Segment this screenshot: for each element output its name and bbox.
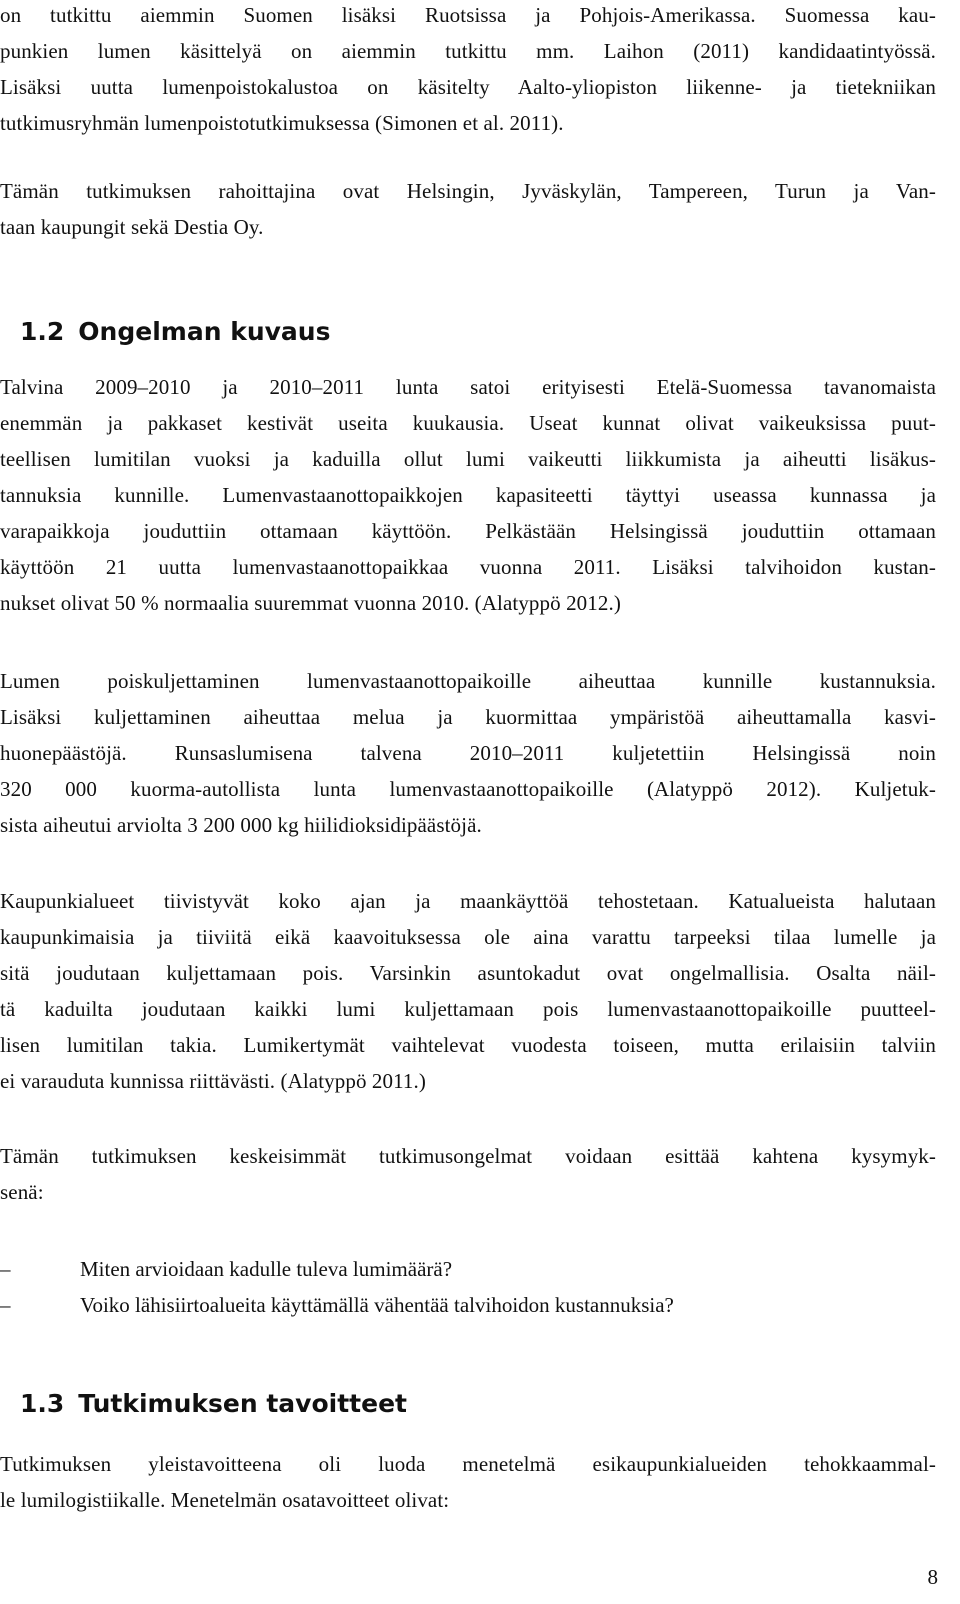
list-item [0, 1287, 674, 1323]
text-line: Lisäksi uutta lumenpoistokalustoa on käsitelty Aalto-yliopiston liikenne- ja tietekniikan [0, 75, 936, 99]
text-line: tä kaduilta joudutaan kaikki lumi kuljettamaan pois lumenvastaanottopaikoille puutteel- [0, 997, 936, 1021]
section-title: Ongelman kuvaus [78, 317, 331, 346]
text-line: Lisäksi kuljettaminen aiheuttaa melua ja kuormittaa ympäristöä aiheuttamalla kasvi- [0, 705, 936, 729]
list-item [0, 1251, 452, 1287]
list-item-text: Miten arvioidaan kadulle tuleva lumimäärä? [80, 1257, 453, 1281]
text-line: sista aiheutui arviolta 3 200 000 kg hiilidioksidipäästöjä. [0, 813, 482, 837]
text-line: Tämän tutkimuksen keskeisimmät tutkimusongelmat voidaan esittää kahtena kysymyk- [0, 1144, 936, 1168]
dash-bullet: – [0, 1293, 11, 1317]
text-line: Tämän tutkimuksen rahoittajina ovat Helsingin, Jyväskylän, Tampereen, Turun ja Van- [0, 179, 936, 203]
paragraph-problem-3 [0, 883, 936, 1099]
paragraph-questions-intro [0, 1138, 936, 1210]
text-line: lisen lumitilan takia. Lumikertymät vaihtelevat vuodesta toiseen, mutta erilaisiin talviin [0, 1033, 936, 1057]
paragraph-goals [0, 1446, 936, 1518]
section-number: 1.3 [20, 1389, 65, 1418]
paragraph-problem-2 [0, 663, 936, 843]
section-number: 1.2 [20, 317, 65, 346]
text-line: Kaupunkialueet tiivistyvät koko ajan ja maankäyttöä tehostetaan. Katualueista halutaan [0, 889, 936, 913]
text-line: käyttöön 21 uutta lumenvastaanottopaikkaa vuonna 2011. Lisäksi talvihoidon kustan- [0, 555, 936, 579]
text-line: Lumen poiskuljettaminen lumenvastaanottopaikoille aiheuttaa kunnille kustannuksia. [0, 669, 936, 693]
text-line: varapaikkoja jouduttiin ottamaan käyttöön. Pelkästään Helsingissä jouduttiin ottamaan [0, 519, 936, 543]
text-line: teellisen lumitilan vuoksi ja kaduilla ollut lumi vaikeutti liikkumista ja aiheutti lisäkus- [0, 447, 936, 471]
text-line: tannuksia kunnille. Lumenvastaanottopaikkojen kapasiteetti täyttyi useassa kunnassa ja [0, 483, 936, 507]
paragraph-problem-1 [0, 369, 936, 621]
text-line: huonepäästöjä. Runsaslumisena talvena 2010–2011 kuljetettiin Helsingissä noin [0, 741, 936, 765]
text-line: sitä joudutaan kuljettamaan pois. Varsinkin asuntokadut ovat ongelmallisia. Osalta näil- [0, 961, 936, 985]
text-line: ei varauduta kunnissa riittävästi. (Alatyppö 2011.) [0, 1069, 426, 1093]
section-heading-1-3 [20, 1386, 407, 1422]
paragraph-funders [0, 173, 936, 245]
text-line: kaupunkimaisia ja tiiviitä eikä kaavoituksessa ole aina varattu tarpeeksi tilaa lumelle ja [0, 925, 936, 949]
dash-bullet: – [0, 1257, 11, 1281]
text-line: taan kaupungit sekä Destia Oy. [0, 215, 264, 239]
section-title: Tutkimuksen tavoitteet [78, 1389, 407, 1418]
page-number: 8 [927, 1565, 938, 1589]
text-line: 320 000 kuorma-autollista lunta lumenvastaanottopaikoille (Alatyppö 2012). Kuljetuk- [0, 777, 936, 801]
text-line: senä: [0, 1180, 44, 1204]
text-line: Tutkimuksen yleistavoitteena oli luoda menetelmä esikaupunkialueiden tehokkaammal- [0, 1452, 936, 1476]
paragraph-intro [0, 0, 936, 141]
text-line: enemmän ja pakkaset kestivät useita kuukausia. Useat kunnat olivat vaikeuksissa puut- [0, 411, 936, 435]
list-item-text: Voiko lähisiirtoalueita käyttämällä vähentää talvihoidon kustannuksia? [80, 1293, 674, 1317]
text-line: Talvina 2009–2010 ja 2010–2011 lunta satoi erityisesti Etelä-Suomessa tavanomaista [0, 375, 936, 399]
text-line: tutkimusryhmän lumenpoistotutkimuksessa (Simonen et al. 2011). [0, 111, 564, 135]
text-line: punkien lumen käsittelyä on aiemmin tutkittu mm. Laihon (2011) kandidaatintyössä. [0, 39, 936, 63]
text-line: nukset olivat 50 % normaalia suuremmat vuonna 2010. (Alatyppö 2012.) [0, 591, 621, 615]
text-line: le lumilogistiikalle. Menetelmän osatavoitteet olivat: [0, 1488, 450, 1512]
section-heading-1-2 [20, 314, 330, 350]
text-line: on tutkittu aiemmin Suomen lisäksi Ruotsissa ja Pohjois-Amerikassa. Suomessa kau- [0, 3, 936, 27]
